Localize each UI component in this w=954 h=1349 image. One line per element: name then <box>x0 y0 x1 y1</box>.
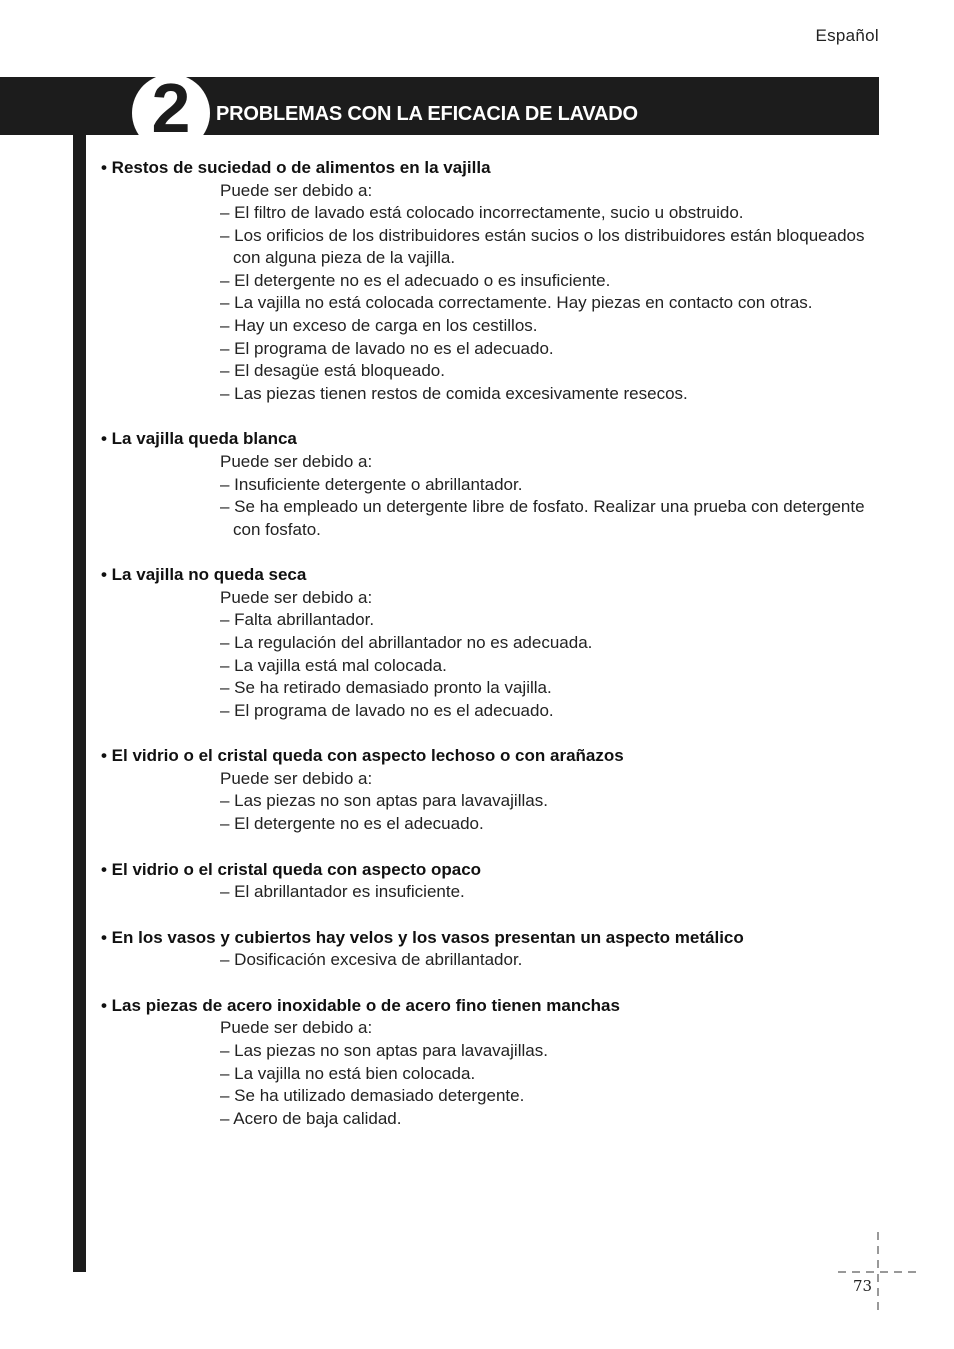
cause-item: – El programa de lavado no es el adecuado. <box>220 338 554 358</box>
problem-section <box>101 428 891 541</box>
language-label: Español <box>815 26 879 45</box>
cause-item: – Dosificación excesiva de abrillantador. <box>220 950 523 970</box>
problem-section <box>101 995 891 1130</box>
problem-title: • La vajilla no queda seca <box>101 565 307 585</box>
crop-mark-horizontal <box>838 1271 918 1273</box>
left-margin-bar <box>73 135 86 1272</box>
cause-intro: Puede ser debido a: <box>220 587 373 607</box>
cause-item: – La regulación del abrillantador no es adecuada. <box>220 633 593 652</box>
cause-item: – Las piezas no son aptas para lavavajillas. <box>220 1040 548 1060</box>
cause-item: – Acero de baja calidad. <box>220 1108 402 1128</box>
cause-item: – Se ha utilizado demasiado detergente. <box>220 1086 525 1106</box>
troubleshooting-content <box>101 157 891 1153</box>
cause-item: – Se ha retirado demasiado pronto la vajilla. <box>220 678 552 698</box>
problem-title: • Restos de suciedad o de alimentos en la vajilla <box>101 158 491 177</box>
cause-intro: Puede ser debido a: <box>220 451 373 471</box>
cause-item: – Los orificios de los distribuidores están sucios o los distribuidores están bloqueados con alguna pieza de la vajilla. <box>220 225 865 268</box>
cause-item: – Las piezas tienen restos de comida excesivamente resecos. <box>220 383 688 403</box>
problem-section <box>101 859 891 904</box>
cause-item: – La vajilla está mal colocada. <box>220 655 447 675</box>
cause-item: – Se ha empleado un detergente libre de fosfato. Realizar una prueba con detergente con fosfato. <box>220 497 865 539</box>
page-number: 73 <box>853 1277 873 1295</box>
cause-intro: Puede ser debido a: <box>220 1018 373 1038</box>
problem-title: • Las piezas de acero inoxidable o de acero fino tienen manchas <box>101 995 620 1015</box>
problem-section <box>101 157 891 405</box>
cause-item: – Las piezas no son aptas para lavavajillas. <box>220 791 548 811</box>
problem-title: • En los vasos y cubiertos hay velos y los vasos presentan un aspecto metálico <box>101 927 744 947</box>
cause-item: – El filtro de lavado está colocado incorrectamente, sucio u obstruido. <box>220 203 744 223</box>
cause-item: – El abrillantador es insuficiente. <box>220 882 465 902</box>
problem-title: • El vidrio o el cristal queda con aspecto opaco <box>101 859 482 879</box>
cause-item: – Hay un exceso de carga en los cestillos. <box>220 316 538 336</box>
cause-intro: Puede ser debido a: <box>220 768 373 788</box>
section-number: 2 <box>151 69 191 147</box>
problem-section <box>101 564 891 722</box>
cause-item: – Falta abrillantador. <box>220 610 375 630</box>
problem-section <box>101 927 891 972</box>
cause-item: – La vajilla no está colocada correctamente. Hay piezas en contacto con otras. <box>220 293 813 313</box>
section-title: PROBLEMAS CON LA EFICACIA DE LAVADO <box>216 103 638 125</box>
cause-intro: Puede ser debido a: <box>220 180 373 200</box>
cause-item: – El desagüe está bloqueado. <box>220 361 445 381</box>
cause-item: – Insuficiente detergente o abrillantador. <box>220 474 523 494</box>
cause-item: – La vajilla no está bien colocada. <box>220 1063 476 1083</box>
cause-item: – El detergente no es el adecuado. <box>220 814 484 834</box>
problem-section <box>101 745 891 835</box>
cause-item: – El detergente no es el adecuado o es insuficiente. <box>220 270 611 290</box>
problem-title: • El vidrio o el cristal queda con aspecto lechoso o con arañazos <box>101 746 624 766</box>
cause-item: – El programa de lavado no es el adecuado. <box>220 700 554 720</box>
problem-title: • La vajilla queda blanca <box>101 429 297 449</box>
